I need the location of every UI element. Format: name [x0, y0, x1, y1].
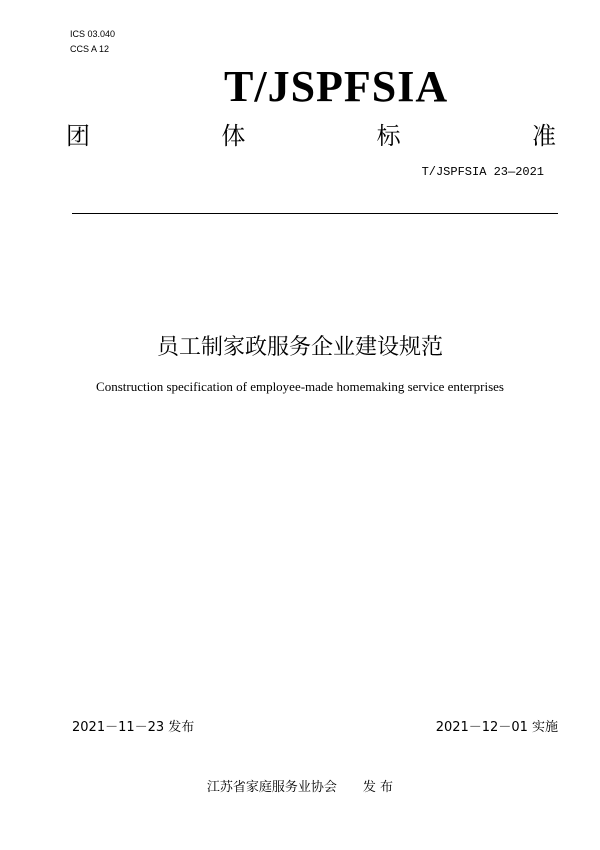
standard-code: T/JSPFSIA 23—2021 — [421, 165, 544, 179]
standard-brand: T/JSPFSIA — [224, 62, 449, 111]
header-divider — [72, 213, 558, 214]
standard-type-char: 体 — [221, 122, 246, 150]
implementation-date: 2021－12－01 实施 — [435, 720, 558, 735]
standard-type-char: 准 — [531, 122, 556, 150]
standard-type — [66, 116, 556, 151]
standard-type-char: 团 — [66, 122, 90, 150]
issue-date: 2021－11－23 发布 — [72, 720, 195, 735]
ics-code: ICS 03.040 — [70, 29, 116, 39]
ccs-code: CCS A 12 — [70, 44, 110, 54]
standard-type-char: 标 — [376, 122, 401, 150]
document-title-english: Construction specification of employee-made homemaking service enterprises — [96, 379, 504, 394]
publisher: 江苏省家庭服务业协会 发 布 — [206, 780, 394, 795]
document-title-chinese: 员工制家政服务企业建设规范 — [156, 335, 443, 360]
